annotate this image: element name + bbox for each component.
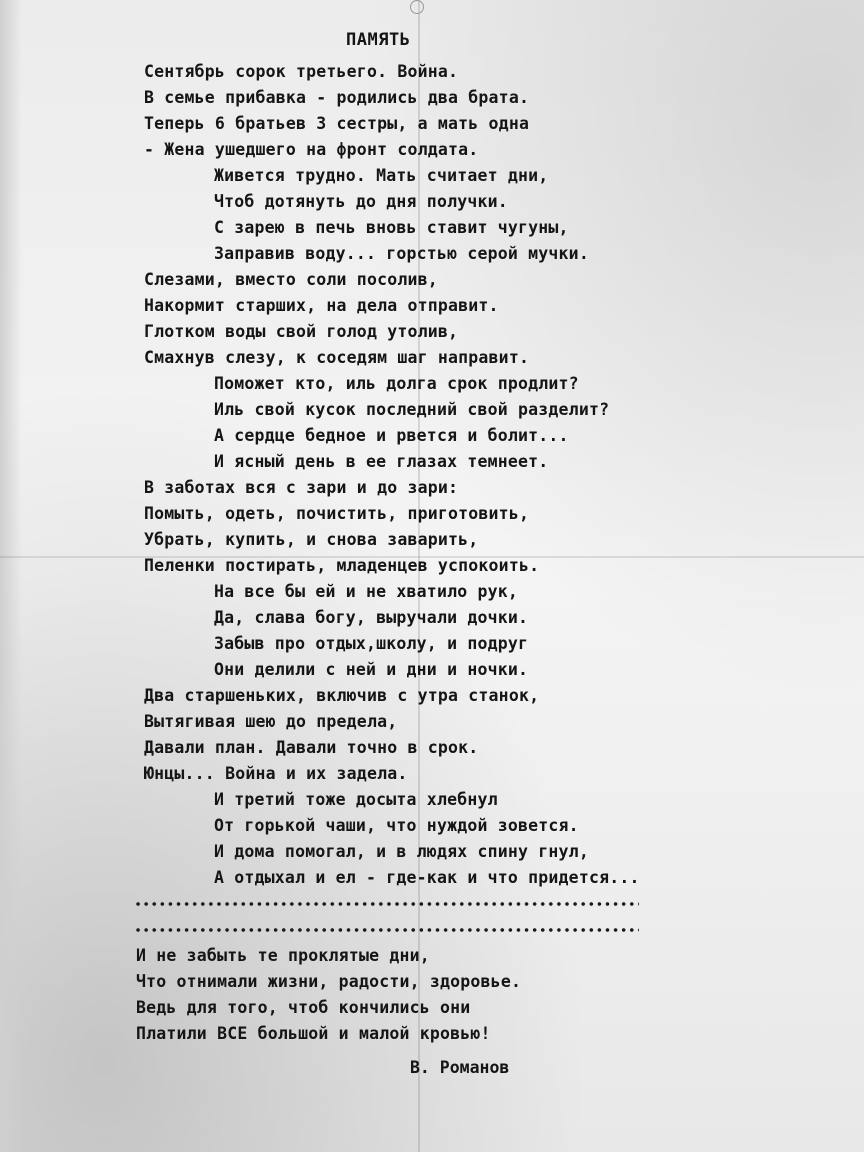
poem-line: На все бы ей и не хватило рук, xyxy=(214,582,519,601)
poem-line: Живется трудно. Мать считает дни, xyxy=(214,166,549,185)
poem-line: От горькой чаши, что нуждой зовется. xyxy=(214,816,579,835)
poem-line: Накормит старших, на дела отправит. xyxy=(144,296,499,315)
dotted-separator xyxy=(134,900,639,908)
poem-line: Забыв про отдых,школу, и подруг xyxy=(214,634,529,653)
poem-line: Убрать, купить, и снова заварить, xyxy=(144,530,479,549)
poem-line: Что отнимали жизни, радости, здоровье. xyxy=(136,972,522,991)
poem-line: Помыть, одеть, почистить, приготовить, xyxy=(144,504,530,523)
poem-line: Иль свой кусок последний свой разделит? xyxy=(214,400,610,419)
poem-line: В семье прибавка - родились два брата. xyxy=(144,88,530,107)
poem-line: Слезами, вместо соли посолив, xyxy=(144,270,438,289)
poem-line: Теперь 6 братьев 3 сестры, а мать одна xyxy=(144,114,530,133)
poem-line: Давали план. Давали точно в срок. xyxy=(144,738,479,757)
poem-line: А сердце бедное и рвется и болит... xyxy=(214,426,569,445)
poem-line: Чтоб дотянуть до дня получки. xyxy=(214,192,508,211)
author-signature: В. Романов xyxy=(410,1058,510,1077)
poem-line: И ясный день в ее глазах темнеет. xyxy=(214,452,549,471)
poem-line: В заботах вся с зари и до зари: xyxy=(144,478,459,497)
poem-line: Глотком воды свой голод утолив, xyxy=(144,322,459,341)
poem-line: И третий тоже досыта хлебнул xyxy=(214,790,498,809)
poem-line: Заправив воду... горстью серой мучки. xyxy=(214,244,589,263)
poem-line: Да, слава богу, выручали дочки. xyxy=(214,608,529,627)
paper-shadow xyxy=(0,0,22,1152)
poem-line: И не забыть те проклятые дни, xyxy=(136,946,430,965)
poem-line: Сентябрь сорок третьего. Война. xyxy=(144,62,459,81)
poem-line: Они делили с ней и дни и ночки. xyxy=(214,660,529,679)
punch-hole-mark xyxy=(410,0,424,14)
poem-line: Юнцы... Война и их задела. xyxy=(144,764,408,783)
poem-line: Ведь для того, чтоб кончились они xyxy=(136,998,471,1017)
poem-line: С зарею в печь вновь ставит чугуны, xyxy=(214,218,569,237)
poem-line: И дома помогал, и в людях спину гнул, xyxy=(214,842,589,861)
poem-line: Платили ВСЕ большой и малой кровью! xyxy=(136,1024,491,1043)
poem-line: А отдыхал и ел - где-как и что придется... xyxy=(214,868,640,887)
poem-line: Смахнув слезу, к соседям шаг направит. xyxy=(144,348,530,367)
poem-line: Пеленки постирать, младенцев успокоить. xyxy=(144,556,540,575)
poem-line: Поможет кто, иль долга срок продлит? xyxy=(214,374,579,393)
poem-title: ПАМЯТЬ xyxy=(346,30,411,50)
poem-line: Вытягивая шею до предела, xyxy=(144,712,398,731)
poem-line: Два старшеньких, включив с утра станок, xyxy=(144,686,540,705)
dotted-separator xyxy=(134,926,639,934)
poem-line: - Жена ушедшего на фронт солдата. xyxy=(144,140,479,159)
